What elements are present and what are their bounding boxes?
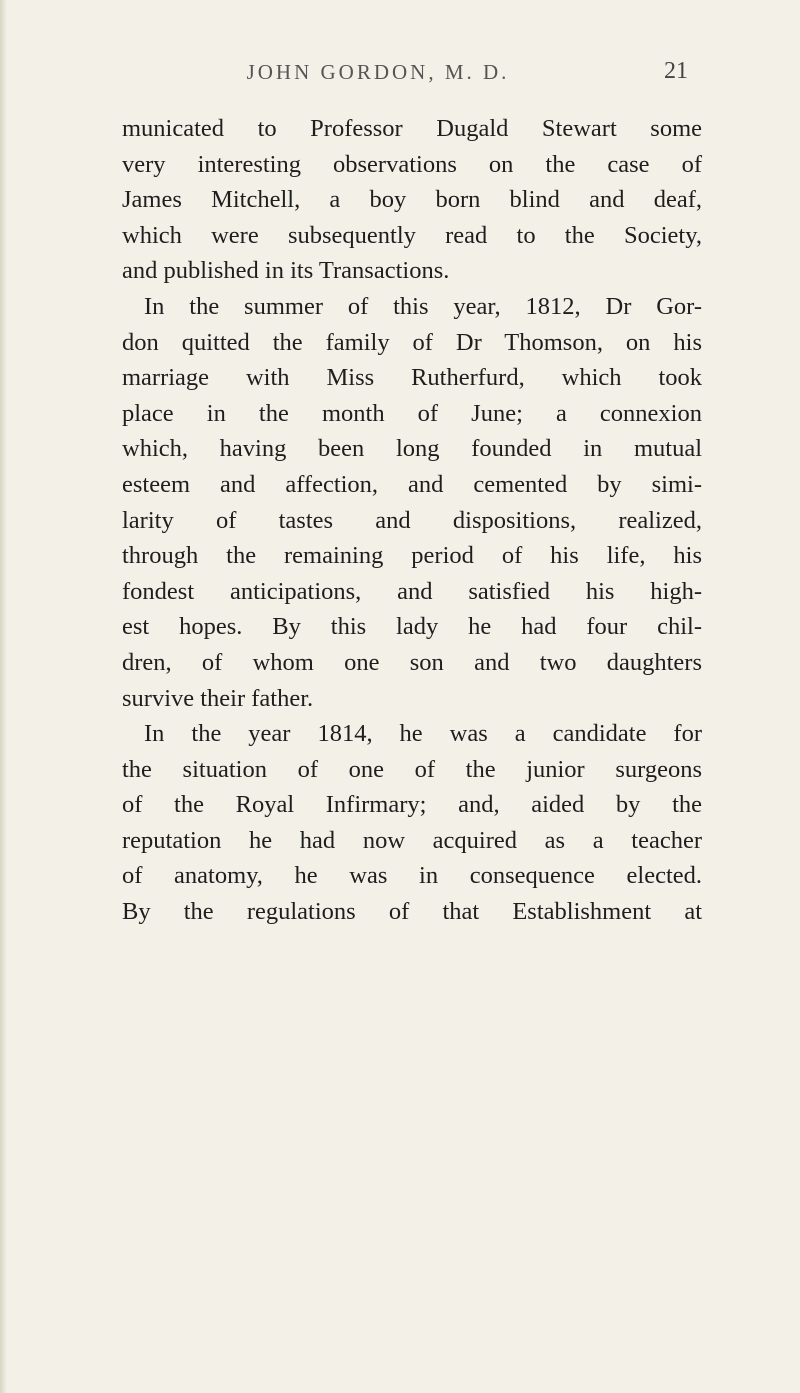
running-head: JOHN GORDON, M. D.	[246, 60, 510, 84]
page-header	[0, 60, 800, 100]
text-line: very interesting observations on the case of	[122, 150, 702, 178]
text-line: and published in its Transactions.	[122, 257, 450, 285]
text-line: place in the month of June; a connexion	[122, 399, 702, 427]
text-line: James Mitchell, a boy born blind and deaf,	[122, 186, 702, 214]
text-line: municated to Professor Dugald Stewart some	[122, 115, 702, 142]
text-line: In the year 1814, he was a candidate for	[144, 720, 702, 748]
text-line: don quitted the family of Dr Thomson, on his	[122, 328, 702, 356]
text-line: of anatomy, he was in consequence elected.	[122, 862, 702, 890]
text-line: through the remaining period of his life, his	[122, 542, 702, 570]
text-line: esteem and affection, and cemented by simi-	[122, 470, 702, 498]
text-line: marriage with Miss Rutherfurd, which took	[122, 364, 702, 392]
page-number: 21	[664, 58, 688, 84]
text-line: fondest anticipations, and satisfied his high-	[122, 577, 702, 605]
text-line: In the summer of this year, 1812, Dr Gor-	[144, 292, 702, 320]
text-line: reputation he had now acquired as a teacher	[122, 826, 702, 854]
text-line: survive their father.	[122, 684, 314, 712]
text-line: dren, of whom one son and two daughters	[122, 648, 702, 676]
text-line: By the regulations of that Establishment at	[122, 898, 702, 926]
text-line: which were subsequently read to the Society,	[122, 221, 702, 249]
page-edge-shadow	[0, 0, 6, 1393]
body-text	[122, 111, 702, 930]
text-line: the situation of one of the junior surgeons	[122, 755, 702, 783]
text-line: which, having been long founded in mutual	[122, 435, 702, 463]
text-line: of the Royal Infirmary; and, aided by the	[122, 791, 702, 819]
text-line: larity of tastes and dispositions, realized,	[122, 506, 702, 534]
text-line: est hopes. By this lady he had four chil-	[122, 613, 702, 641]
